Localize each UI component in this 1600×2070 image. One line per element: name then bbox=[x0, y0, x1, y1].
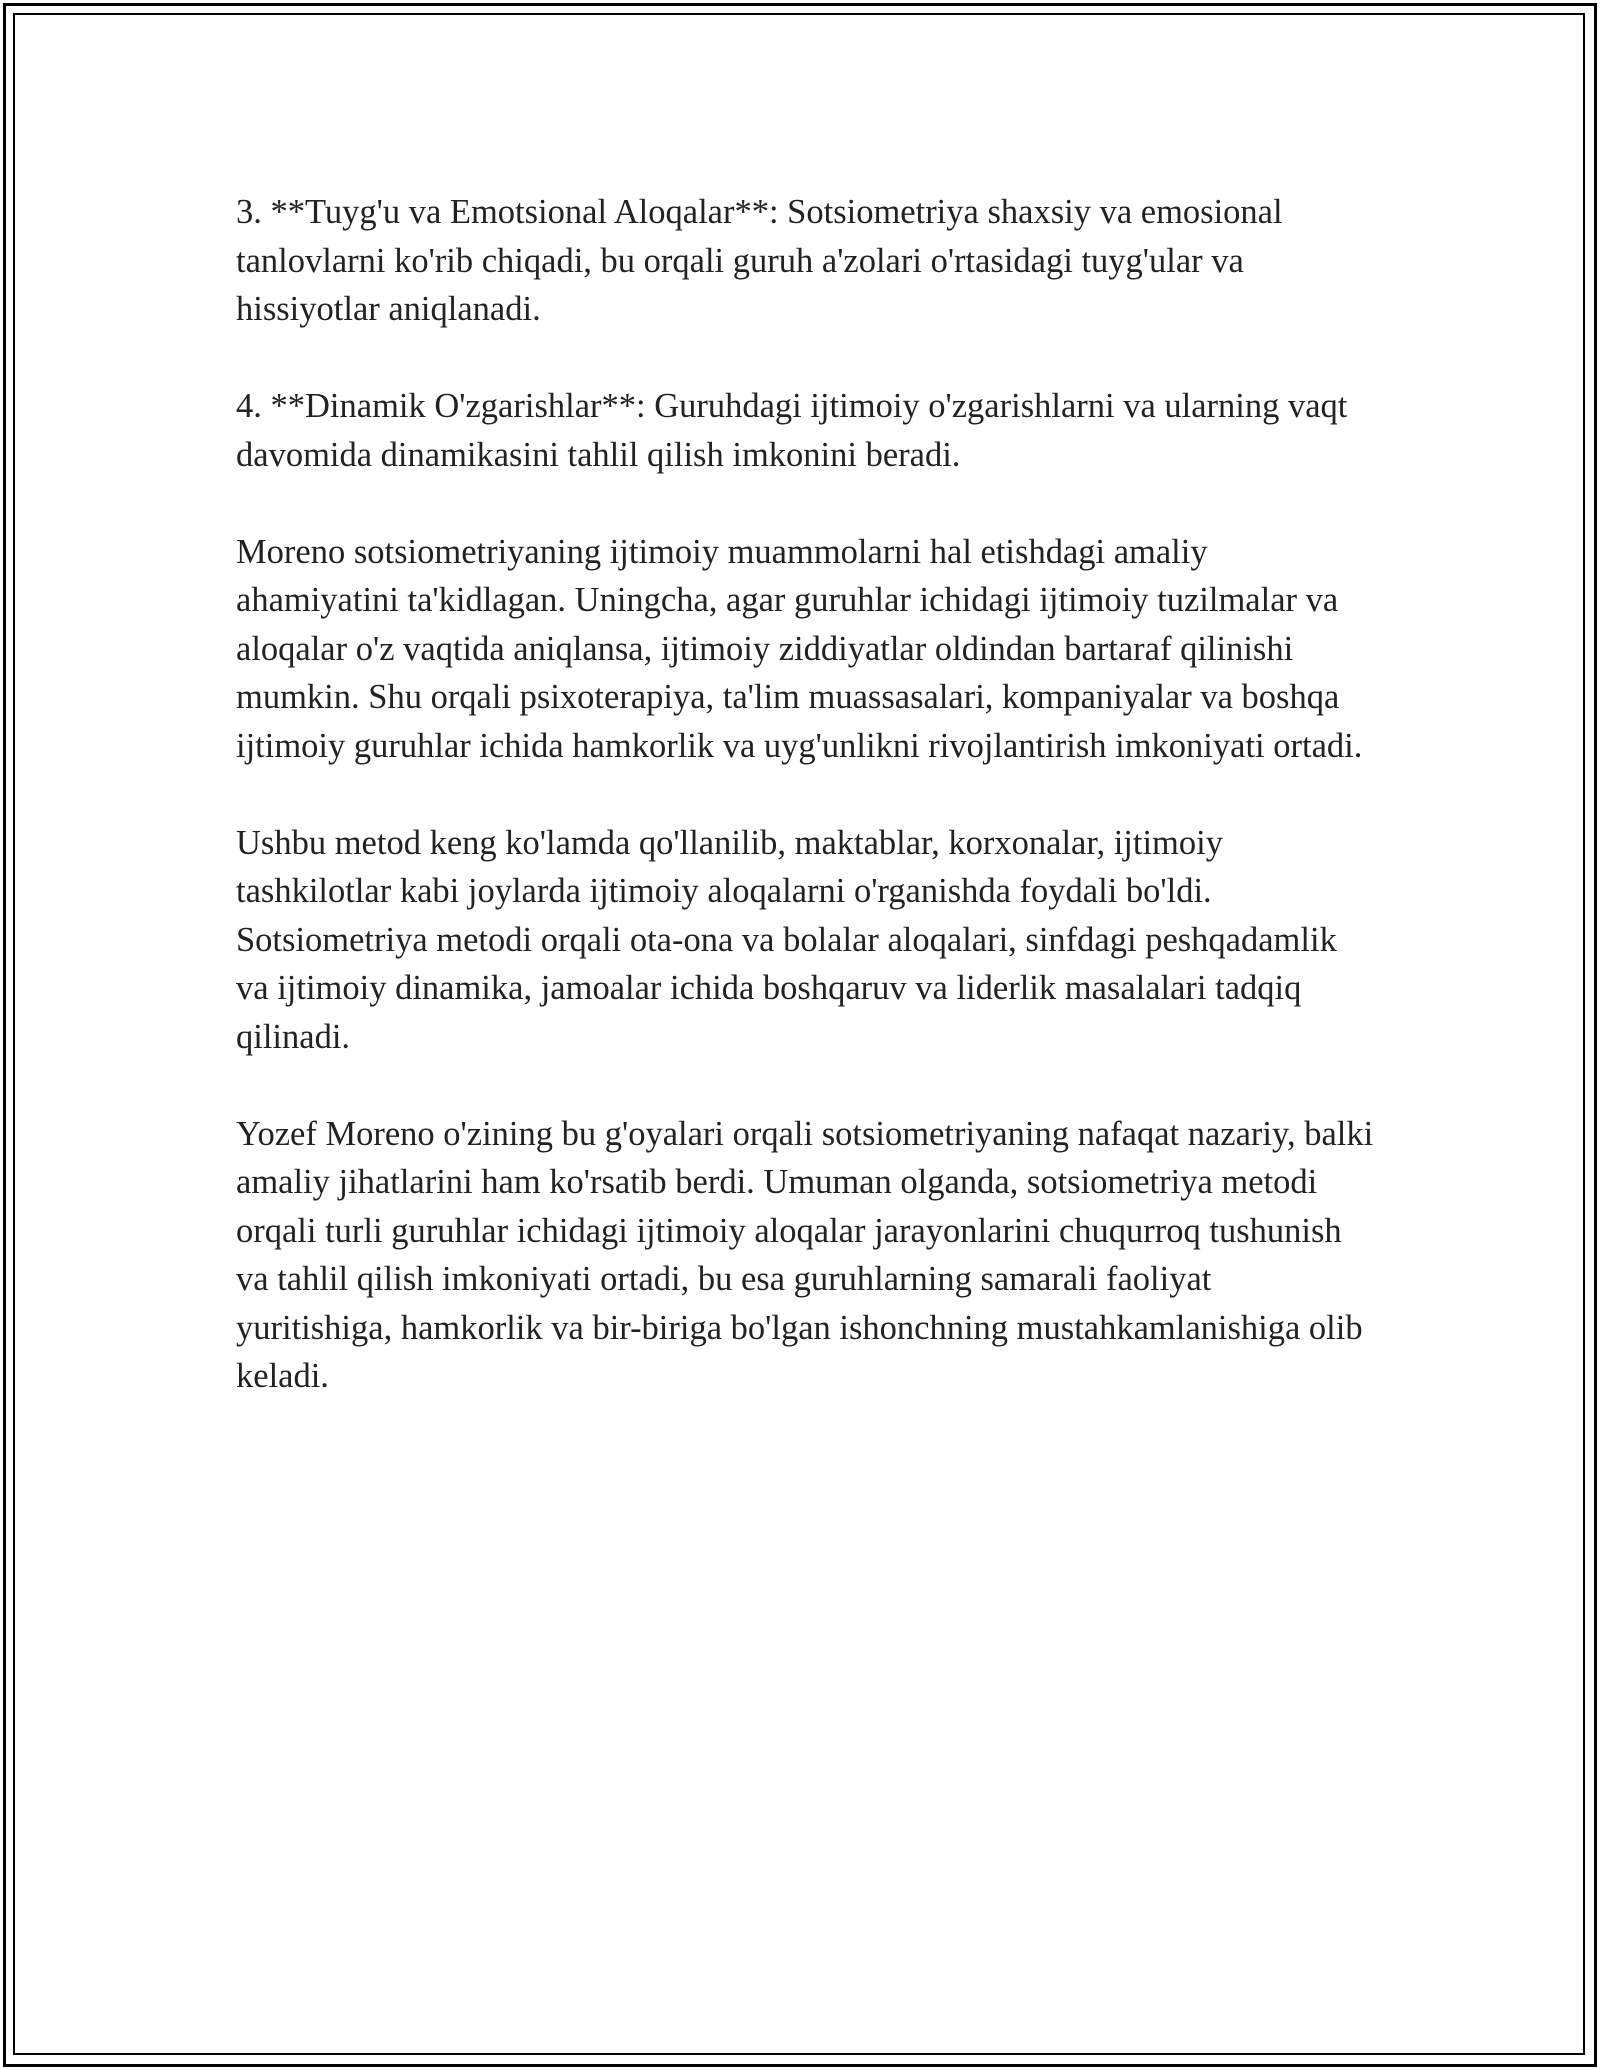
paragraph-conclusion: Yozef Moreno o'zining bu g'oyalari orqali sotsiometriyaning nafaqat nazariy, balki amaliy jihatlarini ham ko'rsatib berdi. Umuman olganda, sotsiometriya metodi orqali turli guruhlar ichidagi ijtimoiy aloqalar jarayonlarini chuqurroq tushunish va tahlil qilish imkoniyati ortadi, bu esa guruhlarning samarali faoliyat yuritishiga, hamkorlik va bir-biriga bo'lgan ishonchning mustahkamlanishiga olib keladi. bbox=[236, 1114, 1374, 1395]
document-body bbox=[236, 188, 1376, 1449]
paragraph-moreno-practical-importance: Moreno sotsiometriyaning ijtimoiy muammolarni hal etishdagi amaliy ahamiyatini ta'kidlagan. Uningcha, agar guruhlar ichidagi ijtimoiy tuzilmalar va aloqalar o'z vaqtida aniqlansa, ijtimoiy ziddiyatlar oldindan bartaraf qilinishi mumkin. Shu orqali psixoterapiya, ta'lim muassasalari, kompaniyalar va boshqa ijtimoiy guruhlar ichida hamkorlik va uyg'unlikni rivojlantirish imkoniyati ortadi. bbox=[236, 532, 1363, 765]
paragraph-dynamic-changes: 4. **Dinamik O'zgarishlar**: Guruhdagi ijtimoiy o'zgarishlarni va ularning vaqt davomida dinamikasini tahlil qilish imkonini beradi. bbox=[236, 387, 1348, 474]
paragraph-emotional-connections: 3. **Tuyg'u va Emotsional Aloqalar**: Sotsiometriya shaxsiy va emosional tanlovlarni ko'rib chiqadi, bu orqali guruh a'zolari o'rtasidagi tuyg'ular va hissiyotlar aniqlanadi. bbox=[236, 193, 1283, 328]
paragraph-method-applications: Ushbu metod keng ko'lamda qo'llanilib, maktablar, korxonalar, ijtimoiy tashkilotlar kabi joylarda ijtimoiy aloqalarni o'rganishda foydali bo'ldi. Sotsiometriya metodi orqali ota-ona va bolalar aloqalari, sinfdagi peshqadamlik va ijtimoiy dinamika, jamoalar ichida boshqaruv va liderlik masalalari tadqiq qilinadi. bbox=[236, 823, 1337, 1056]
